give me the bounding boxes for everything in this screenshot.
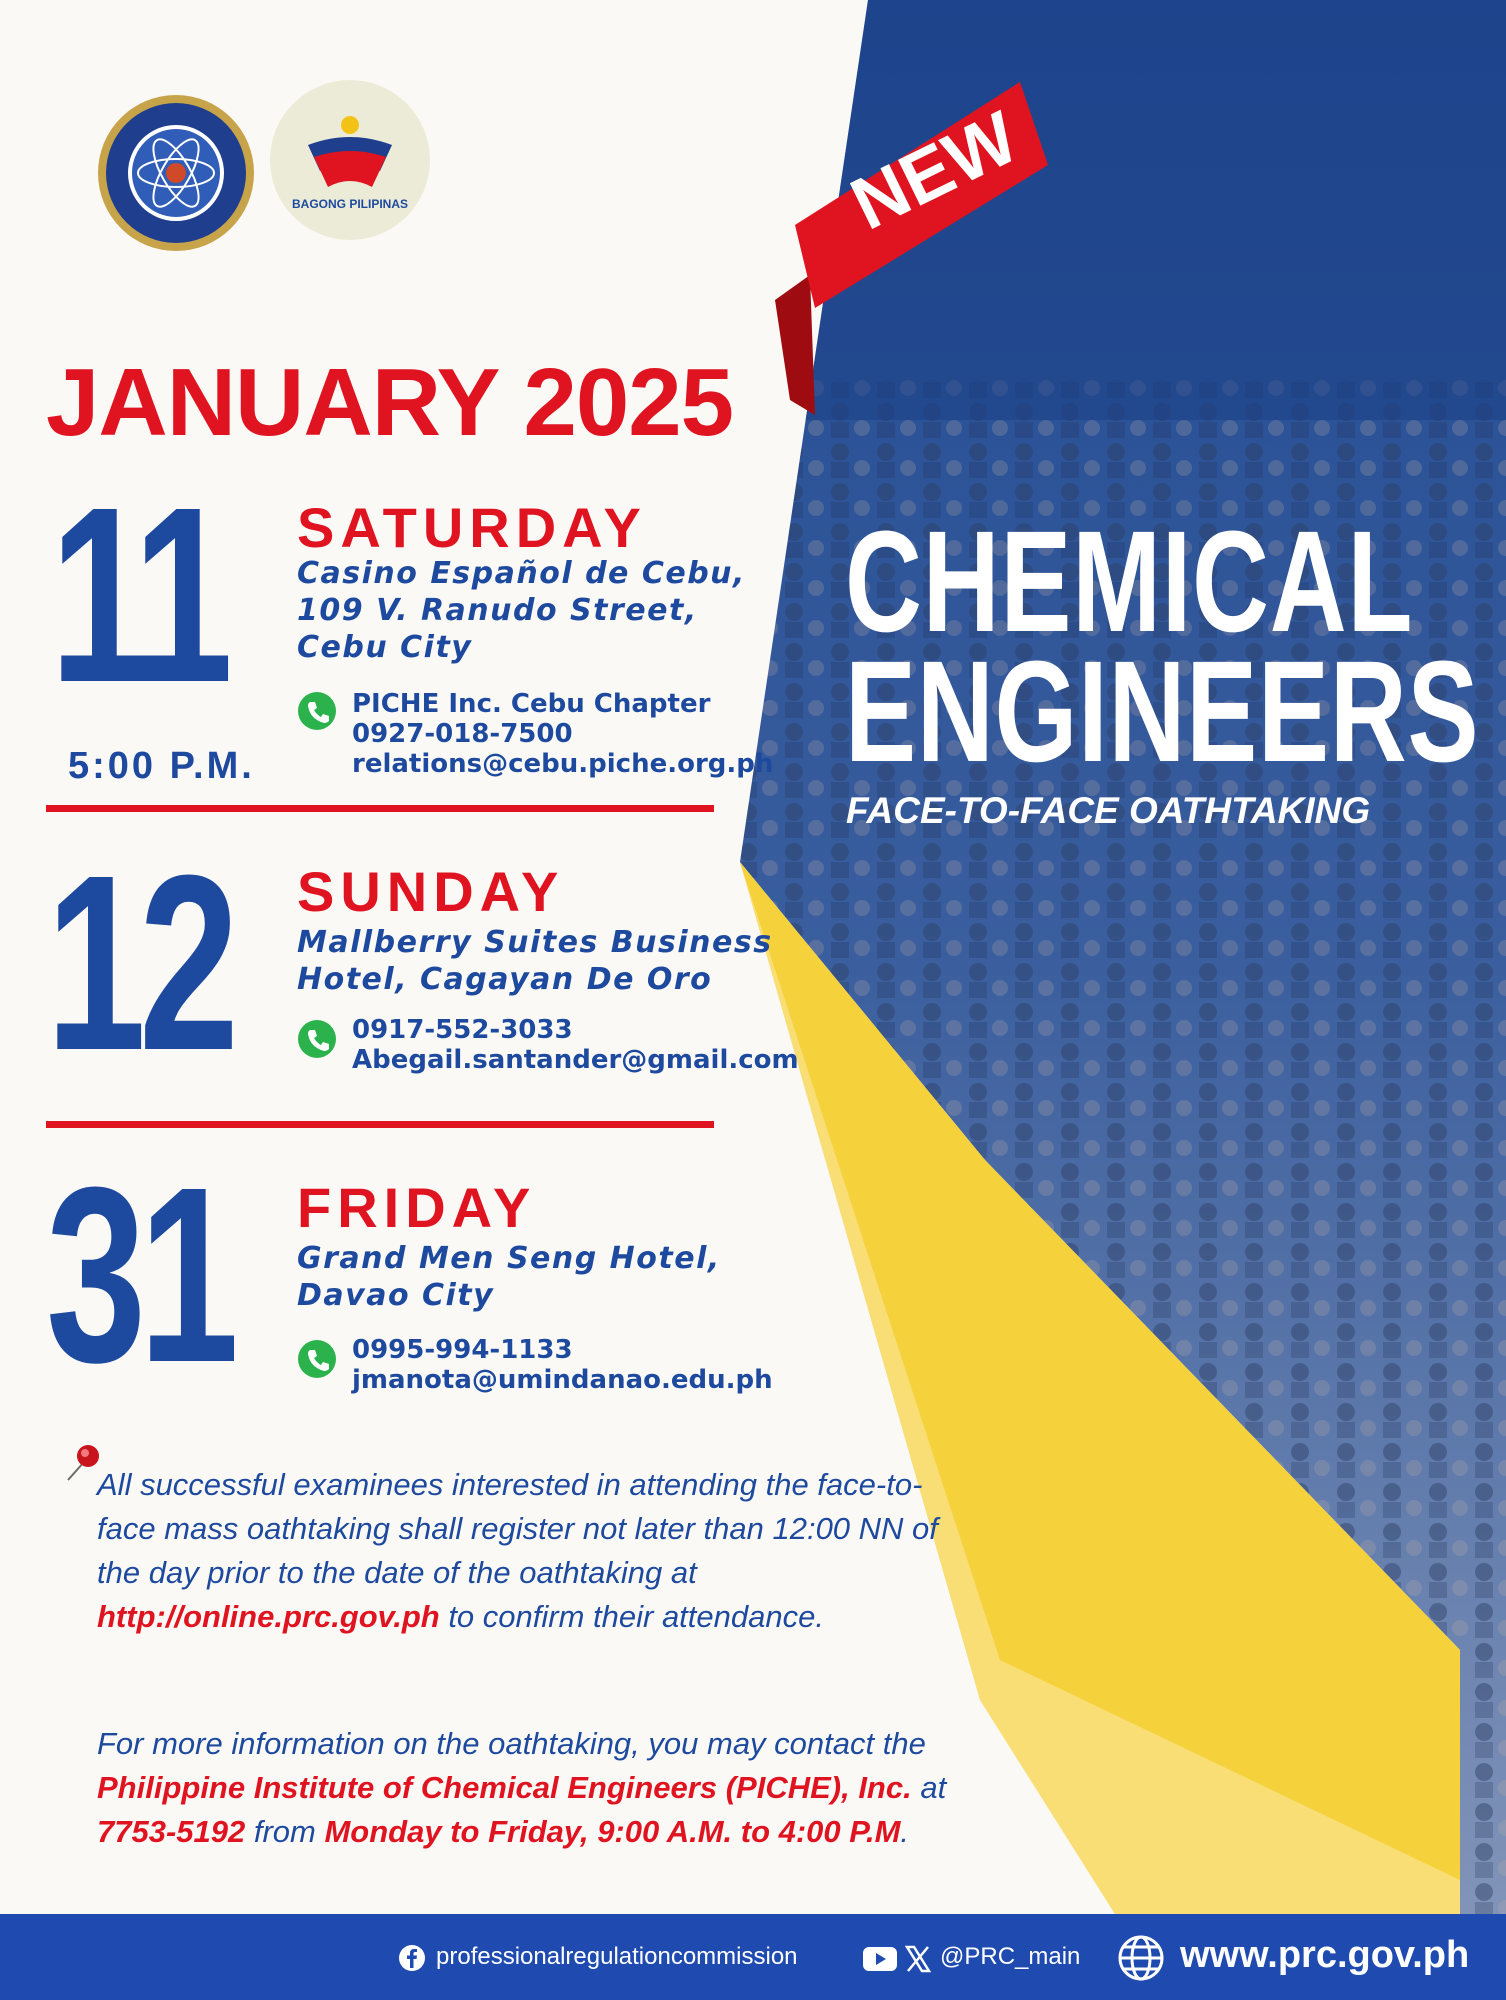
phone-icon (298, 692, 336, 730)
x-twitter-icon[interactable] (905, 1945, 931, 1973)
event-venue (297, 1240, 721, 1314)
prc-seal-logo (98, 95, 254, 251)
contact-line: Abegail.santander@gmail.com (352, 1045, 799, 1075)
note-text: All successful examinees interested in attending the face-to-face mass oathtaking shall register not later than 12:00 NN of the day prior to the date of the oathtaking at (97, 1467, 938, 1590)
office-hours: Monday to Friday, 9:00 A.M. to 4:00 P.M (324, 1814, 901, 1849)
venue-line: Davao City (297, 1278, 495, 1313)
month-heading: JANUARY 2025 (46, 349, 733, 456)
bagong-pilipinas-label: BAGONG PILIPINAS (291, 197, 408, 211)
twitter-handle[interactable]: @PRC_main (940, 1943, 1081, 1970)
contact-line: jmanota@umindanao.edu.ph (352, 1365, 773, 1395)
contact-line: 0995-994-1133 (352, 1335, 573, 1365)
organization-name: Philippine Institute of Chemical Engineers (PICHE), Inc. (97, 1770, 912, 1805)
globe-icon (1117, 1934, 1165, 1982)
contact-line: 0917-552-3033 (352, 1015, 573, 1045)
headline-line2: ENGINEERS (845, 631, 1480, 792)
event-date-11: 11 (50, 455, 226, 734)
event-date-31: 31 (46, 1135, 232, 1414)
venue-line: Hotel, Cagayan De Oro (297, 962, 713, 997)
event-day-saturday: SATURDAY (297, 496, 647, 559)
youtube-icon[interactable] (863, 1947, 897, 1971)
new-badge: NEW (838, 95, 1031, 246)
footer-bar (0, 1914, 1506, 2000)
note-text: from (245, 1814, 325, 1849)
facebook-handle[interactable]: professionalregulationcommission (436, 1943, 798, 1970)
divider (46, 805, 714, 812)
contact-line: relations@cebu.piche.org.ph (352, 749, 774, 779)
event-contact (352, 1335, 773, 1395)
facebook-icon[interactable] (398, 1944, 426, 1972)
registration-link[interactable]: http://online.prc.gov.ph (97, 1599, 440, 1634)
headline-subtitle: FACE-TO-FACE OATHTAKING (846, 790, 1371, 831)
contact-line: 0927-018-7500 (352, 719, 573, 749)
event-date-12: 12 (46, 823, 232, 1102)
bagong-pilipinas-logo (270, 80, 430, 240)
venue-line: Grand Men Seng Hotel, (297, 1241, 721, 1276)
headline-line1: CHEMICAL (845, 501, 1414, 662)
new-ribbon-fold (775, 275, 815, 415)
note-text: to confirm their attendance. (439, 1599, 824, 1634)
divider (46, 1121, 714, 1128)
event-venue (297, 924, 773, 998)
contact-line: PICHE Inc. Cebu Chapter (352, 689, 711, 719)
event-day-sunday: SUNDAY (297, 860, 565, 923)
venue-line: 109 V. Ranudo Street, (297, 593, 698, 628)
event-contact (352, 689, 773, 779)
note-text: at (911, 1770, 947, 1805)
event-contact (352, 1015, 799, 1075)
event-time: 5:00 P.M. (68, 745, 255, 787)
note-text: For more information on the oathtaking, you may contact the (97, 1726, 926, 1761)
phone-icon (298, 1340, 336, 1378)
event-venue (297, 555, 746, 666)
note-text: . (900, 1814, 910, 1849)
info-note (97, 1722, 957, 1854)
phone-icon (298, 1020, 336, 1058)
venue-line: Casino Español de Cebu, (297, 556, 746, 591)
website-link[interactable]: www.prc.gov.ph (1180, 1934, 1470, 1976)
info-phone: 7753-5192 (97, 1814, 246, 1849)
venue-line: Mallberry Suites Business (297, 925, 773, 960)
event-day-friday: FRIDAY (297, 1176, 537, 1239)
registration-note (97, 1463, 957, 1639)
venue-line: Cebu City (297, 630, 473, 665)
